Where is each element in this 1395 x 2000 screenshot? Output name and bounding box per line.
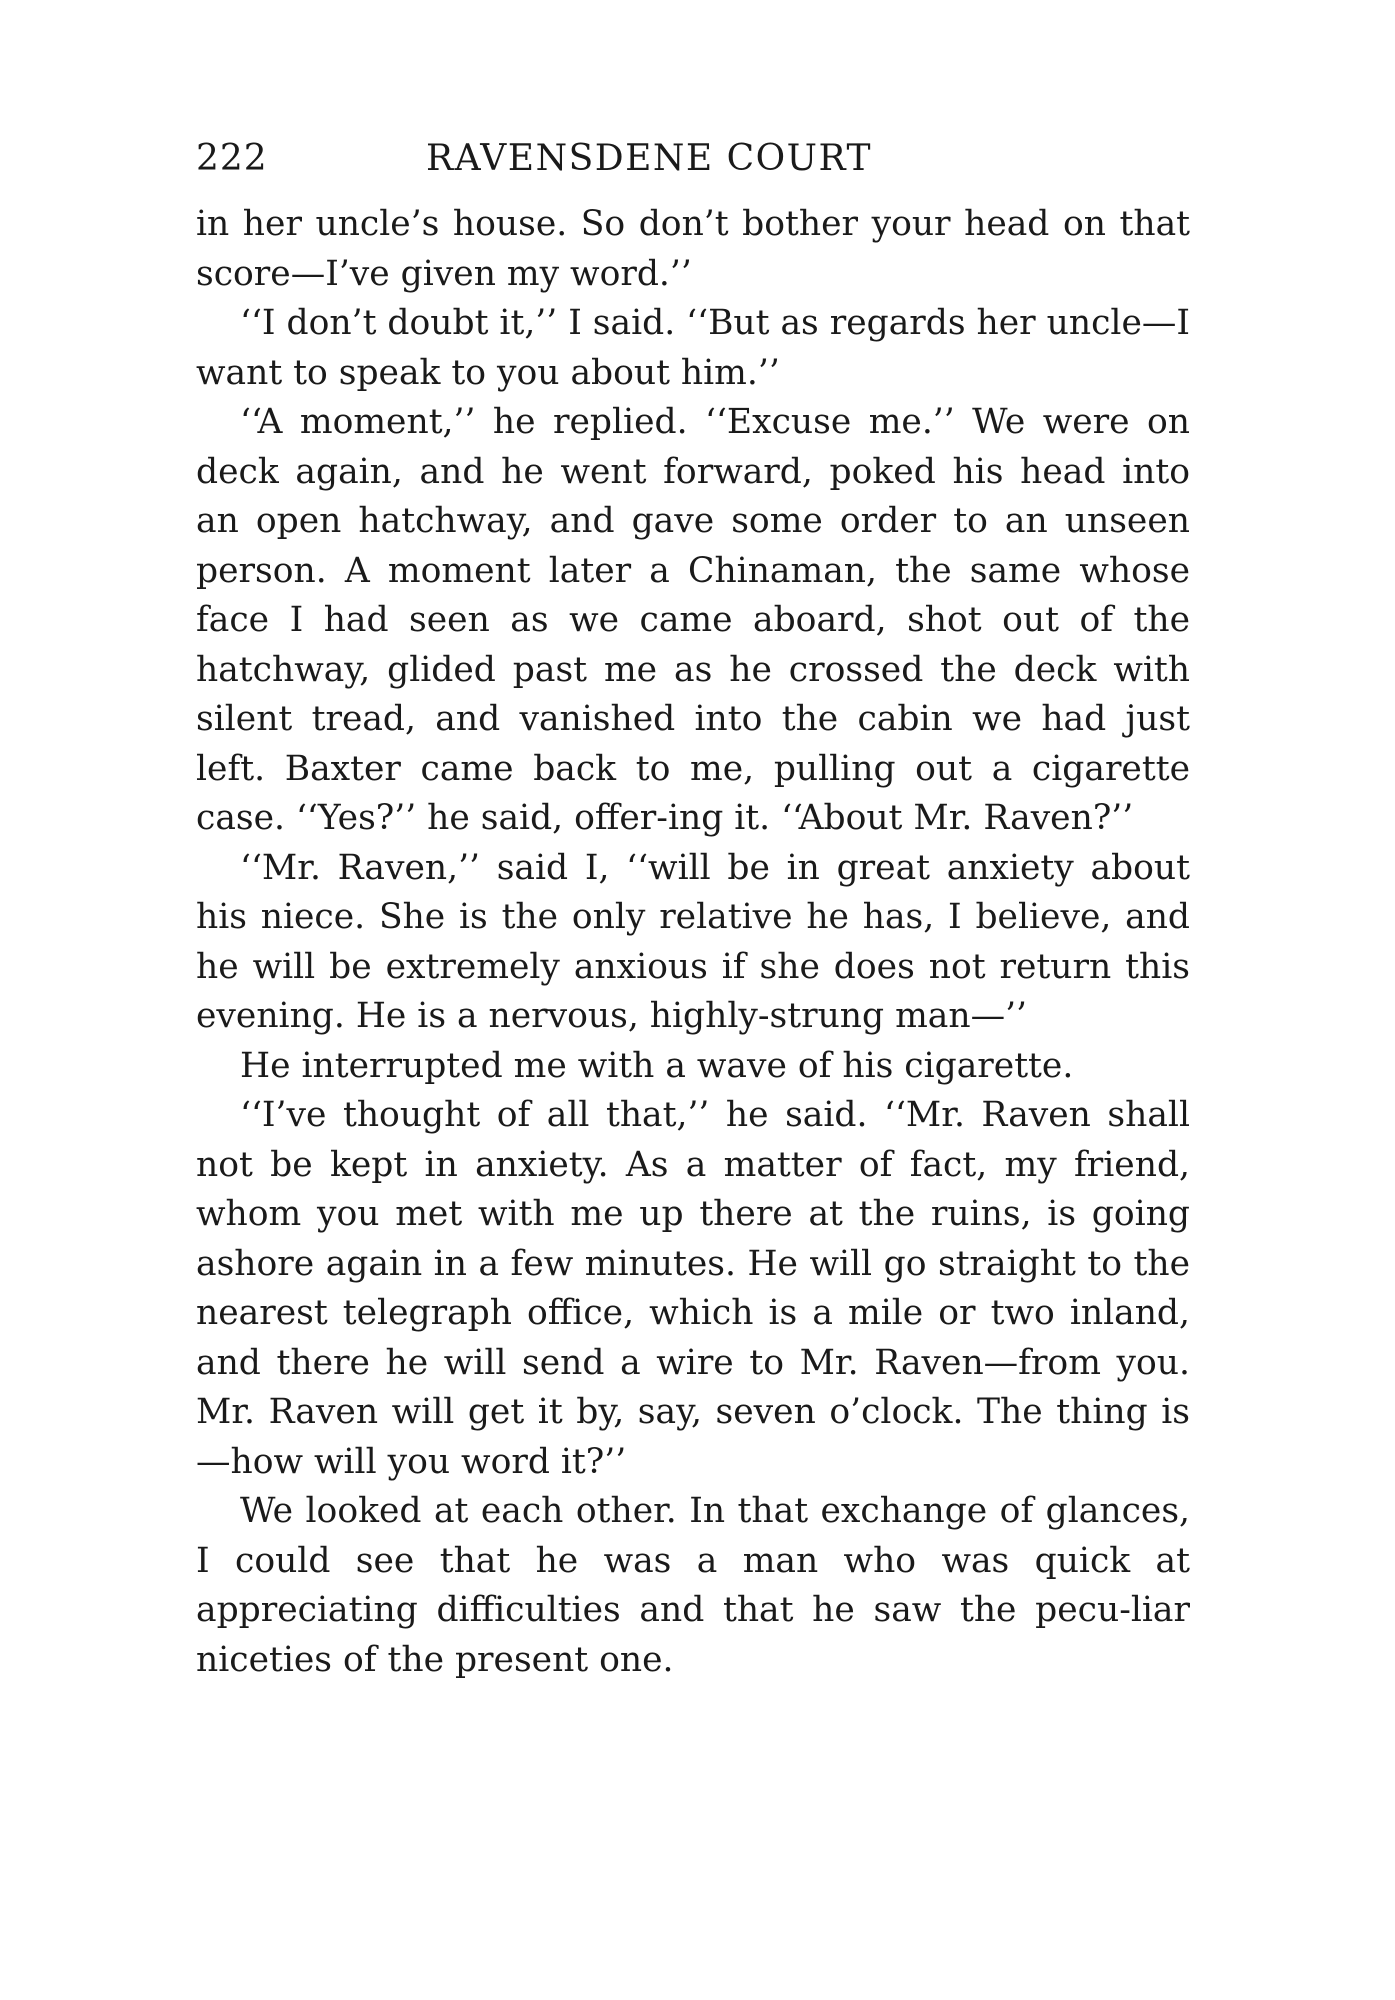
paragraph: ‘‘I’ve thought of all that,’’ he said. ‘‘Mr. Raven shall not be kept in anxiety. As a matter of fact, my friend, whom you met with me up there at the ruins, is going ashore again in a few minutes. He will go straight to the nearest telegraph office, which is a mile or two inland, and there he will send a wire to Mr. Raven—from you. Mr. Raven will get it by, say, seven o’clock. The thing is—how will you word it?’’: [196, 1095, 1190, 1482]
paragraph: ‘‘I don’t doubt it,’’ I said. ‘‘But as regards her uncle—I want to speak to you about him.’’: [196, 303, 1190, 393]
paragraph: in her uncle’s house. So don’t bother your head on that score—I’ve given my word.’’: [196, 204, 1190, 294]
body-text: [196, 200, 1190, 1685]
page-number: 222: [196, 138, 268, 179]
paragraph: We looked at each other. In that exchange of glances, I could see that he was a man who was quick at appreciating difficulties and that he saw the pecu-liar niceties of the present one.: [196, 1491, 1190, 1680]
paragraph: ‘‘A moment,’’ he replied. ‘‘Excuse me.’’ We were on deck again, and he went forward, poked his head into an open hatchway, and gave some order to an unseen person. A moment later a Chinaman, the same whose face I had seen as we came aboard, shot out of the hatchway, glided past me as he crossed the deck with silent tread, and vanished into the cabin we had just left. Baxter came back to me, pulling out a cigarette case. ‘‘Yes?’’ he said, offer-ing it. ‘‘About Mr. Raven?’’: [196, 402, 1190, 838]
paragraph: ‘‘Mr. Raven,’’ said I, ‘‘will be in great anxiety about his niece. She is the only relative he has, I believe, and he will be extremely anxious if she does not return this evening. He is a nervous, highly-strung man—’’: [196, 847, 1190, 1036]
page-header: [196, 138, 940, 186]
paragraph: He interrupted me with a wave of his cigarette.: [240, 1045, 1074, 1086]
running-title: RAVENSDENE COURT: [426, 138, 872, 179]
